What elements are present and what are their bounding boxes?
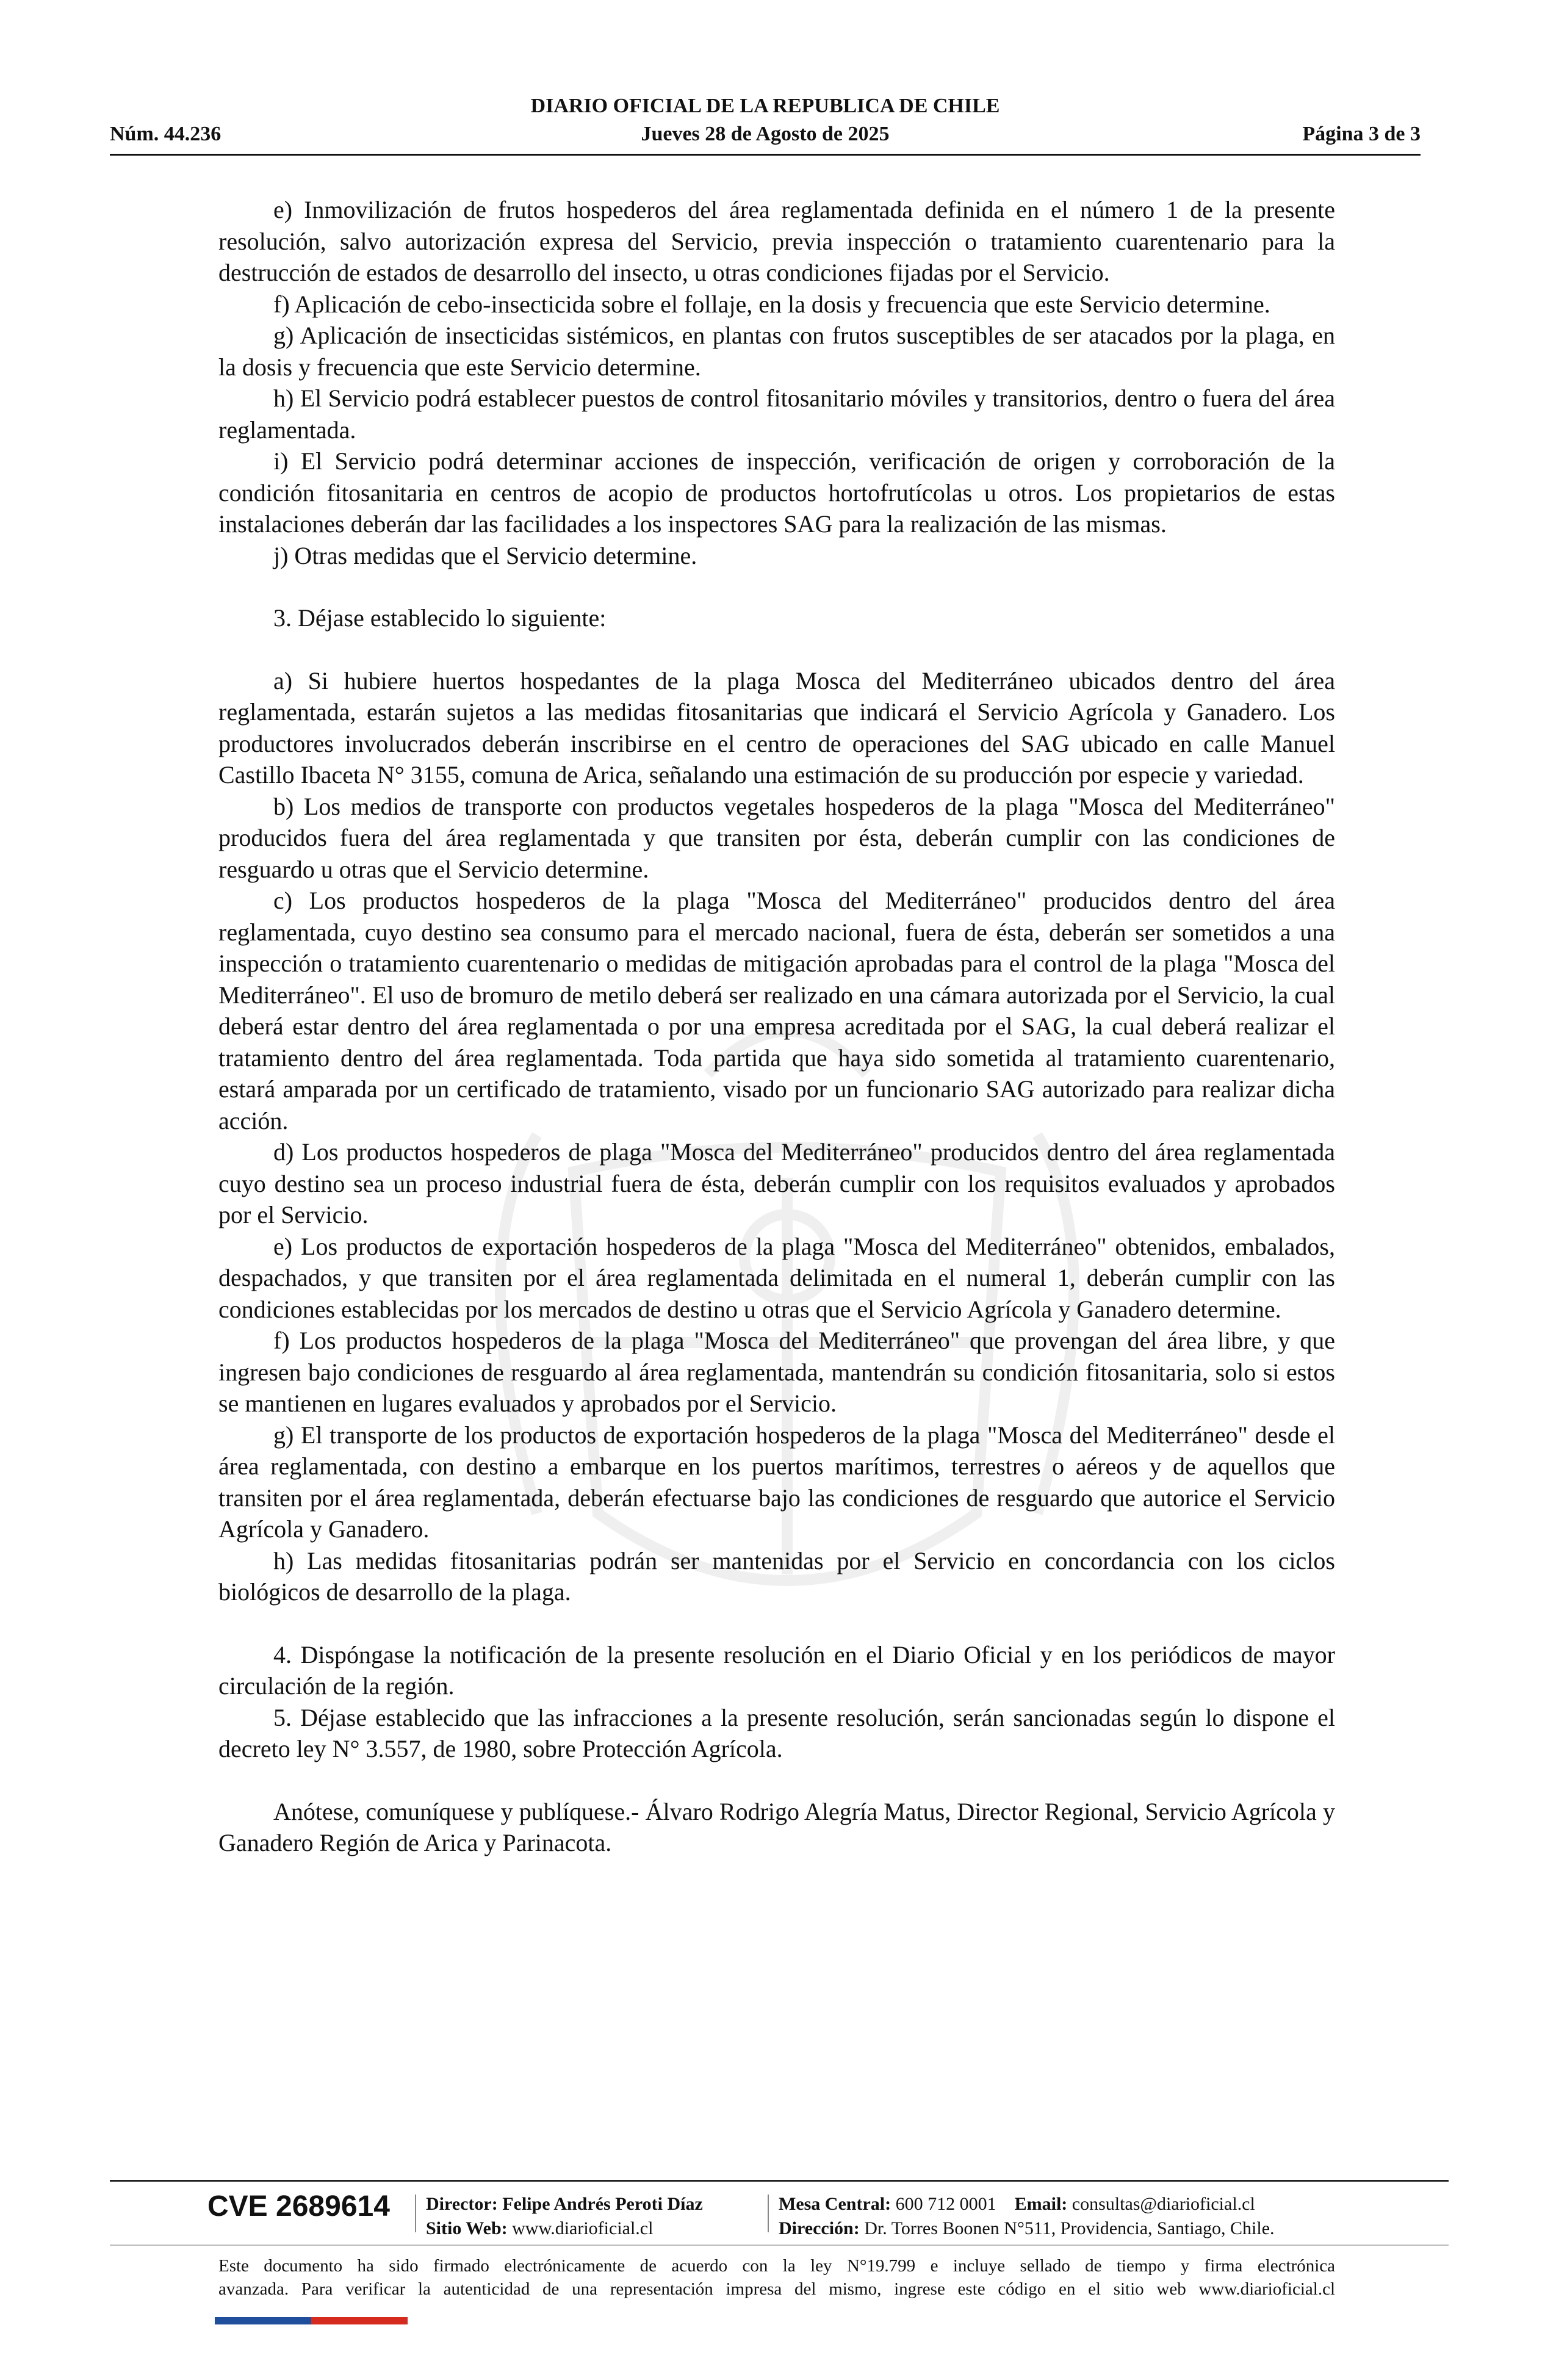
site-label: Sitio Web: [426, 2218, 508, 2238]
header-divider [110, 154, 1421, 156]
section-3-heading: 3. Déjase establecido lo siguiente: [273, 604, 607, 632]
cve-code: CVE 2689614 [207, 2190, 390, 2223]
page-header [110, 95, 1421, 156]
address-label: Dirección: [779, 2218, 860, 2238]
paragraph-f-cebo: f) Aplicación de cebo-insecticida sobre el follaje, en la dosis y frecuencia que este Servicio determine. [273, 290, 1270, 318]
footer-separator [768, 2194, 769, 2232]
issue-number: Núm. 44.236 [110, 123, 222, 145]
site-link[interactable]: www.diarioficial.cl [512, 2218, 654, 2238]
paragraph-g-insecticidas: g) Aplicación de insecticidas sistémicos, en plantas con frutos susceptibles de ser atacados por la plaga, en la dosis y frecuencia que este Servicio determine. [218, 322, 1335, 381]
paragraph-g-transporte-exportacion: g) El transporte de los productos de exportación hospederos de la plaga "Mosca del Mediterráneo" desde el área reglamentada, con destino a embarque en los puertos marítimos, terrestres o aéreos y de aquellos que transiten por el área reglamentada, deberán efectuarse bajo las condiciones de resguardo que autorice el Servicio Agrícola y Ganadero. [218, 1421, 1335, 1543]
paragraph-e-exportacion: e) Los productos de exportación hospederos de la plaga "Mosca del Mediterráneo" obtenidos, embalados, despachados, y que transiten por el área reglamentada delimitada en el numeral 1, deberán cumplir con las condiciones establecidas por los mercados de destino u otras que el Servicio Agrícola y Ganadero determine. [218, 1232, 1335, 1323]
electronic-signature-note [218, 2254, 1335, 2301]
newspaper-title: DIARIO OFICIAL DE LA REPUBLICA DE CHILE [530, 95, 1000, 117]
paragraph-a-huertos: a) Si hubiere huertos hospedantes de la plaga Mosca del Mediterráneo ubicados dentro del área reglamentada, estarán sujetos a las medidas fitosanitarias que indicará el Servicio Agrícola y Ganadero. Los productores involucrados deberán inscribirse en el centro de operaciones del SAG ubicado en calle Manuel Castillo Ibaceta N° 3155, comuna de Arica, señalando una estimación de su producción por especie y variedad. [218, 666, 1335, 788]
paragraph-d-proceso-industrial: d) Los productos hospederos de plaga "Mosca del Mediterráneo" producidos dentro del área reglamentada cuyo destino sea un proceso industrial fuera de ésta, deberán cumplir con los requisitos evaluados y aprobados por el Servicio. [218, 1138, 1335, 1228]
paragraph-f-area-libre: f) Los productos hospederos de la plaga "Mosca del Mediterráneo" que provengan del área libre, y que ingresen bajo condiciones de resguardo al área reglamentada, mantendrán su condición fitosanitaria, solo si estos se mantienen en lugares evaluados y aprobados por el Servicio. [218, 1327, 1335, 1417]
paragraph-b-transporte: b) Los medios de transporte con productos vegetales hospederos de la plaga "Mosca del Mediterráneo" producidos fuera del área reglamentada y que transiten por ésta, deberán cumplir con las condiciones de resguardo u otras que el Servicio determine. [218, 792, 1335, 883]
paragraph-h-puestos-control: h) El Servicio podrá establecer puestos de control fitosanitario móviles y transitorios, dentro o fuera del área reglamentada. [218, 384, 1335, 444]
paragraph-e-inmovilizacion: e) Inmovilización de frutos hospederos del área reglamentada definida en el número 1 de la presente resolución, salvo autorización expresa del Servicio, previa inspección o tratamiento cuarentenario para la destrucción de estados de desarrollo del insecto, u otras condiciones fijadas por el Servicio. [218, 196, 1335, 286]
issue-date: Jueves 28 de Agosto de 2025 [641, 123, 890, 145]
address-value: Dr. Torres Boonen N°511, Providencia, Santiago, Chile. [864, 2218, 1275, 2238]
section-4-notificacion: 4. Dispóngase la notificación de la presente resolución en el Diario Oficial y en los periódicos de mayor circulación de la región. [218, 1640, 1335, 1700]
note-line-2: avanzada. Para verificar la autenticidad de una representación impresa del mismo, ingrese este código en el sitio web www.diarioficial.cl [218, 2279, 1335, 2299]
flag-blue-segment [215, 2317, 311, 2324]
director-label: Director: [426, 2194, 498, 2214]
footer-divider-mid [110, 2245, 1449, 2246]
email-link[interactable]: consultas@diarioficial.cl [1072, 2194, 1255, 2214]
footer-separator [415, 2194, 416, 2232]
flag-red-segment [311, 2317, 408, 2324]
document-body [218, 194, 1335, 1859]
note-line-1: Este documento ha sido firmado electrónicamente de acuerdo con la ley N°19.799 e incluye sellado de tiempo y firma electrónica [218, 2256, 1335, 2276]
phone-label: Mesa Central: [779, 2194, 891, 2214]
section-5-infracciones: 5. Déjase establecido que las infracciones a la presente resolución, serán sancionadas según lo dispone el decreto ley N° 3.557, de 1980, sobre Protección Agrícola. [218, 1703, 1335, 1762]
signature-block: Anótese, comuníquese y publíquese.- Álvaro Rodrigo Alegría Matus, Director Regional, Servicio Agrícola y Ganadero Región de Arica y Parinacota. [218, 1797, 1335, 1856]
paragraph-h-mantencion-medidas: h) Las medidas fitosanitarias podrán ser mantenidas por el Servicio en concordancia con los ciclos biológicos de desarrollo de la plaga. [218, 1546, 1335, 1606]
paragraph-c-productos-nacional: c) Los productos hospederos de la plaga "Mosca del Mediterráneo" producidos dentro del área reglamentada, cuyo destino sea consumo para el mercado nacional, fuera de ésta, deberán ser sometidos a una inspección o tratamiento cuarentenario o medidas de mitigación aprobadas para el control de la plaga "Mosca del Mediterráneo". El uso de bromuro de metilo deberá ser realizado en una cámara autorizada por el Servicio, la cual deberá estar dentro del área reglamentada o por una empresa acreditada por el SAG, la cual deberá realizar el tratamiento dentro del área reglamentada. Toda partida que haya sido sometida al tratamiento cuarentenario, estará amparada por un certificado de tratamiento, visado por un funcionario SAG autorizado para realizar dicha acción. [218, 887, 1335, 1134]
footer-director-column [426, 2192, 703, 2241]
paragraph-i-inspeccion: i) El Servicio podrá determinar acciones de inspección, verificación de origen y corroboración de la condición fitosanitaria en centros de acopio de productos hortofrutícolas u otros. Los propietarios de estas instalaciones deberán dar las facilidades a los inspectores SAG para la realización de las mismas. [218, 447, 1335, 538]
email-label: Email: [1014, 2194, 1068, 2214]
phone-value: 600 712 0001 [895, 2194, 996, 2214]
director-name: Felipe Andrés Peroti Díaz [502, 2194, 703, 2214]
footer-contact-column [779, 2192, 1275, 2241]
paragraph-j-otras-medidas: j) Otras medidas que el Servicio determine. [273, 541, 697, 569]
footer-divider-top [110, 2180, 1449, 2182]
page-indicator: Página 3 de 3 [1302, 123, 1421, 145]
